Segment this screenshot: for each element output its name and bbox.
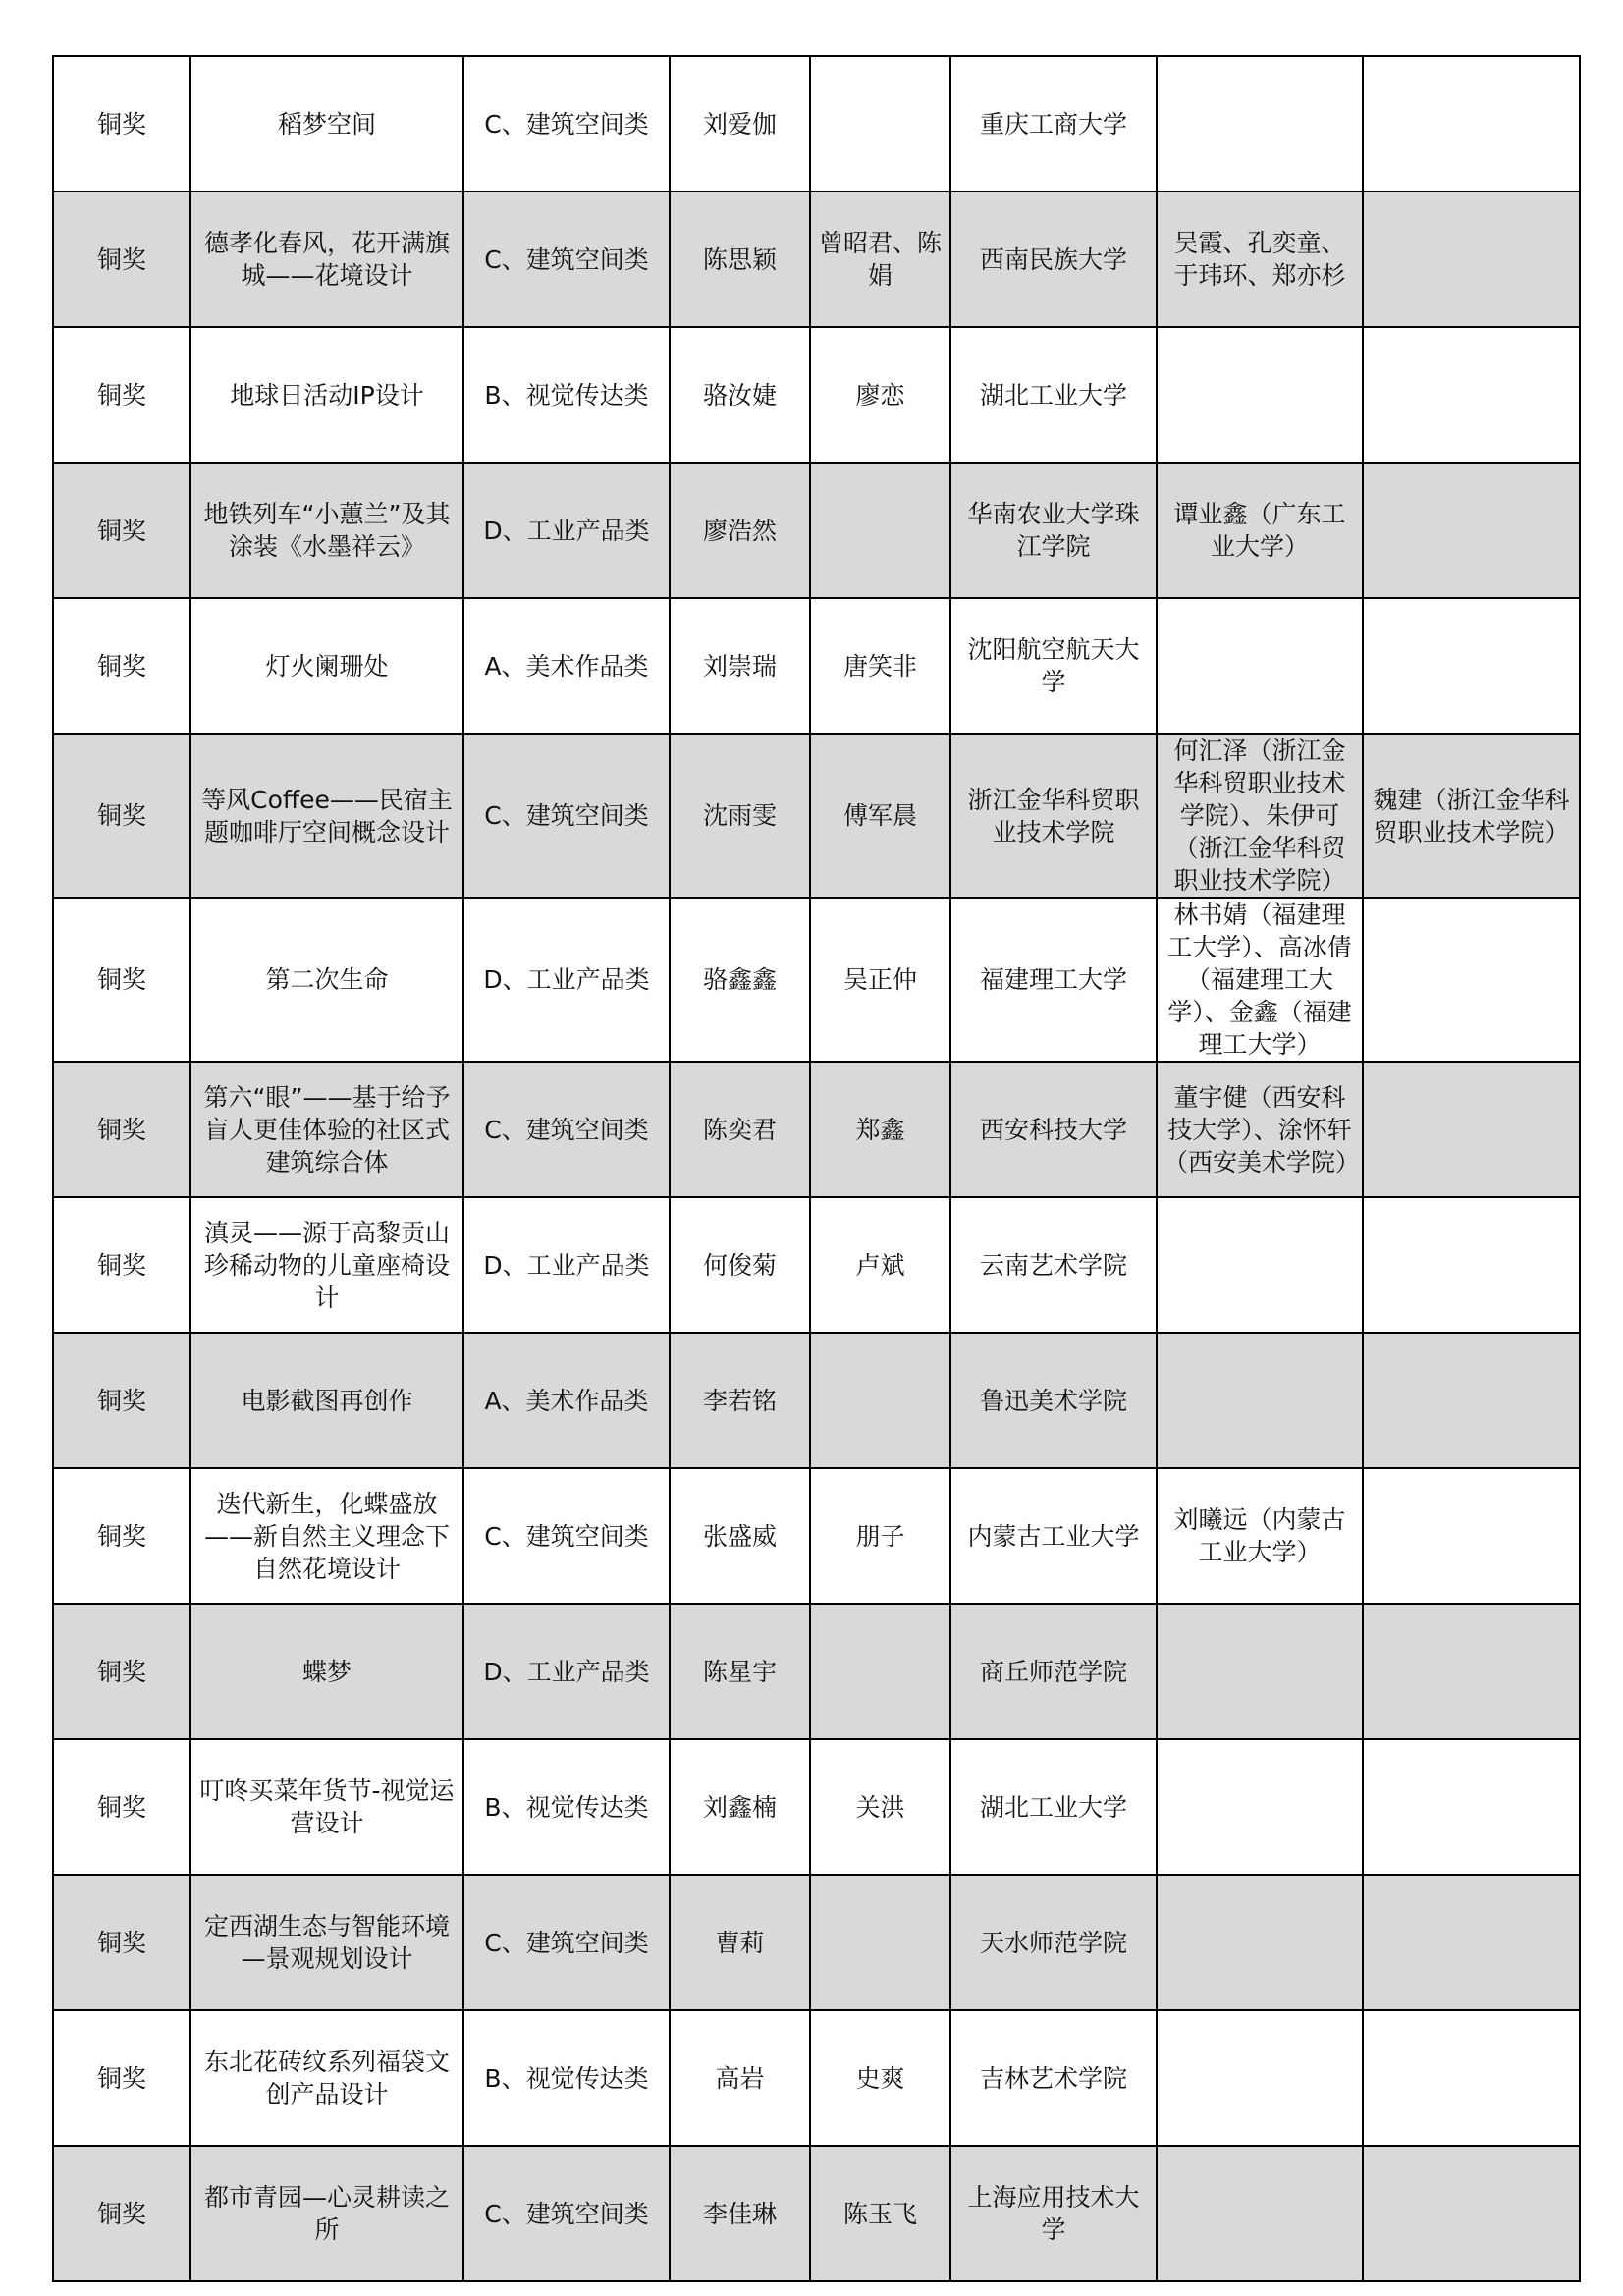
title-cell: 蝶梦 (190, 1604, 463, 1739)
school-cell: 湖北工业大学 (950, 327, 1157, 463)
award-cell: 铜奖 (53, 2010, 190, 2146)
table-row (53, 1062, 1580, 1197)
school-cell: 沈阳航空航天大学 (950, 598, 1157, 734)
mentor-cell (1157, 56, 1363, 191)
mentor-cell (1157, 598, 1363, 734)
award-cell: 铜奖 (53, 1604, 190, 1739)
mentor2-cell (1363, 2010, 1580, 2146)
school-cell: 云南艺术学院 (950, 1197, 1157, 1333)
coauthor-cell (810, 1333, 950, 1468)
category-cell: A、美术作品类 (463, 598, 670, 734)
author-cell: 沈雨雯 (670, 734, 810, 898)
title-cell: 都市青园—心灵耕读之所 (190, 2146, 463, 2281)
table-row (53, 191, 1580, 327)
title-cell: 滇灵——源于高黎贡山珍稀动物的儿童座椅设计 (190, 1197, 463, 1333)
mentor2-cell (1363, 1739, 1580, 1875)
coauthor-cell: 廖恋 (810, 327, 950, 463)
mentor-cell: 何汇泽（浙江金华科贸职业技术学院）、朱伊可（浙江金华科贸职业技术学院） (1157, 734, 1363, 898)
author-cell: 陈星宇 (670, 1604, 810, 1739)
school-cell: 鲁迅美术学院 (950, 1333, 1157, 1468)
school-cell: 天水师范学院 (950, 1875, 1157, 2010)
mentor2-cell (1363, 1468, 1580, 1604)
category-cell: B、视觉传达类 (463, 1739, 670, 1875)
title-cell: 地球日活动IP设计 (190, 327, 463, 463)
author-cell: 刘爱伽 (670, 56, 810, 191)
mentor2-cell (1363, 598, 1580, 734)
title-cell: 第二次生命 (190, 898, 463, 1062)
mentor-cell (1157, 1197, 1363, 1333)
table-row (53, 734, 1580, 898)
coauthor-cell: 曾昭君、陈娟 (810, 191, 950, 327)
coauthor-cell (810, 1604, 950, 1739)
category-cell: C、建筑空间类 (463, 1875, 670, 2010)
title-cell: 地铁列车“小蕙兰”及其涂装《水墨祥云》 (190, 463, 463, 598)
author-cell: 刘崇瑞 (670, 598, 810, 734)
mentor-cell (1157, 1604, 1363, 1739)
mentor-cell (1157, 2146, 1363, 2281)
coauthor-cell (810, 1875, 950, 2010)
coauthor-cell: 史爽 (810, 2010, 950, 2146)
coauthor-cell: 卢斌 (810, 1197, 950, 1333)
table-row (53, 2010, 1580, 2146)
school-cell: 西南民族大学 (950, 191, 1157, 327)
category-cell: D、工业产品类 (463, 463, 670, 598)
table-row (53, 898, 1580, 1062)
award-cell: 铜奖 (53, 734, 190, 898)
mentor-cell: 刘曦远（内蒙古工业大学） (1157, 1468, 1363, 1604)
table-row (53, 2146, 1580, 2281)
mentor2-cell (1363, 1197, 1580, 1333)
category-cell: C、建筑空间类 (463, 56, 670, 191)
author-cell: 李若铭 (670, 1333, 810, 1468)
table-row (53, 56, 1580, 191)
award-cell: 铜奖 (53, 463, 190, 598)
school-cell: 华南农业大学珠江学院 (950, 463, 1157, 598)
school-cell: 重庆工商大学 (950, 56, 1157, 191)
award-cell: 铜奖 (53, 1875, 190, 2010)
mentor2-cell: 魏建（浙江金华科贸职业技术学院） (1363, 734, 1580, 898)
category-cell: C、建筑空间类 (463, 2146, 670, 2281)
author-cell: 何俊菊 (670, 1197, 810, 1333)
coauthor-cell: 吴正仲 (810, 898, 950, 1062)
school-cell: 福建理工大学 (950, 898, 1157, 1062)
title-cell: 等风Coffee——民宿主题咖啡厅空间概念设计 (190, 734, 463, 898)
award-cell: 铜奖 (53, 1333, 190, 1468)
category-cell: B、视觉传达类 (463, 2010, 670, 2146)
award-cell: 铜奖 (53, 1197, 190, 1333)
mentor2-cell (1363, 327, 1580, 463)
coauthor-cell: 陈玉飞 (810, 2146, 950, 2281)
category-cell: C、建筑空间类 (463, 191, 670, 327)
title-cell: 叮咚买菜年货节-视觉运营设计 (190, 1739, 463, 1875)
table-row (53, 1468, 1580, 1604)
mentor2-cell (1363, 1875, 1580, 2010)
award-cell: 铜奖 (53, 1062, 190, 1197)
school-cell: 西安科技大学 (950, 1062, 1157, 1197)
mentor2-cell (1363, 1333, 1580, 1468)
award-cell: 铜奖 (53, 191, 190, 327)
award-cell: 铜奖 (53, 1739, 190, 1875)
category-cell: D、工业产品类 (463, 1604, 670, 1739)
category-cell: B、视觉传达类 (463, 327, 670, 463)
school-cell: 商丘师范学院 (950, 1604, 1157, 1739)
mentor2-cell (1363, 1062, 1580, 1197)
table-row (53, 1739, 1580, 1875)
mentor-cell: 董宇健（西安科技大学）、涂怀轩（西安美术学院） (1157, 1062, 1363, 1197)
category-cell: A、美术作品类 (463, 1333, 670, 1468)
coauthor-cell (810, 463, 950, 598)
awards-table-body (53, 56, 1580, 2281)
table-row (53, 1197, 1580, 1333)
title-cell: 定西湖生态与智能环境—景观规划设计 (190, 1875, 463, 2010)
school-cell: 湖北工业大学 (950, 1739, 1157, 1875)
author-cell: 廖浩然 (670, 463, 810, 598)
title-cell: 德孝化春风，花开满旗城——花境设计 (190, 191, 463, 327)
category-cell: C、建筑空间类 (463, 734, 670, 898)
table-row (53, 1875, 1580, 2010)
author-cell: 骆汝婕 (670, 327, 810, 463)
title-cell: 稻梦空间 (190, 56, 463, 191)
award-cell: 铜奖 (53, 898, 190, 1062)
table-row (53, 598, 1580, 734)
school-cell: 上海应用技术大学 (950, 2146, 1157, 2281)
mentor-cell (1157, 2010, 1363, 2146)
title-cell: 电影截图再创作 (190, 1333, 463, 1468)
table-row (53, 1604, 1580, 1739)
award-cell: 铜奖 (53, 598, 190, 734)
table-row (53, 463, 1580, 598)
award-cell: 铜奖 (53, 56, 190, 191)
author-cell: 刘鑫楠 (670, 1739, 810, 1875)
table-row (53, 1333, 1580, 1468)
coauthor-cell (810, 56, 950, 191)
title-cell: 迭代新生，化蝶盛放——新自然主义理念下自然花境设计 (190, 1468, 463, 1604)
author-cell: 李佳琳 (670, 2146, 810, 2281)
mentor2-cell (1363, 56, 1580, 191)
category-cell: C、建筑空间类 (463, 1468, 670, 1604)
mentor2-cell (1363, 1604, 1580, 1739)
coauthor-cell: 唐笑非 (810, 598, 950, 734)
author-cell: 陈思颖 (670, 191, 810, 327)
author-cell: 张盛威 (670, 1468, 810, 1604)
author-cell: 曹莉 (670, 1875, 810, 2010)
title-cell: 第六“眼”——基于给予盲人更佳体验的社区式建筑综合体 (190, 1062, 463, 1197)
school-cell: 浙江金华科贸职业技术学院 (950, 734, 1157, 898)
mentor2-cell (1363, 191, 1580, 327)
school-cell: 吉林艺术学院 (950, 2010, 1157, 2146)
mentor2-cell (1363, 2146, 1580, 2281)
title-cell: 灯火阑珊处 (190, 598, 463, 734)
mentor2-cell (1363, 463, 1580, 598)
mentor-cell (1157, 327, 1363, 463)
category-cell: D、工业产品类 (463, 898, 670, 1062)
author-cell: 陈奕君 (670, 1062, 810, 1197)
award-cell: 铜奖 (53, 327, 190, 463)
awards-table (52, 55, 1581, 2282)
coauthor-cell: 郑鑫 (810, 1062, 950, 1197)
mentor-cell: 吴霞、孔奕童、于玮环、郑亦杉 (1157, 191, 1363, 327)
mentor2-cell (1363, 898, 1580, 1062)
school-cell: 内蒙古工业大学 (950, 1468, 1157, 1604)
coauthor-cell: 朋子 (810, 1468, 950, 1604)
author-cell: 高岩 (670, 2010, 810, 2146)
category-cell: D、工业产品类 (463, 1197, 670, 1333)
mentor-cell (1157, 1875, 1363, 2010)
table-row (53, 327, 1580, 463)
coauthor-cell: 傅军晨 (810, 734, 950, 898)
award-cell: 铜奖 (53, 2146, 190, 2281)
award-cell: 铜奖 (53, 1468, 190, 1604)
coauthor-cell: 关洪 (810, 1739, 950, 1875)
mentor-cell (1157, 1739, 1363, 1875)
category-cell: C、建筑空间类 (463, 1062, 670, 1197)
mentor-cell: 谭业鑫（广东工业大学） (1157, 463, 1363, 598)
title-cell: 东北花砖纹系列福袋文创产品设计 (190, 2010, 463, 2146)
mentor-cell (1157, 1333, 1363, 1468)
author-cell: 骆鑫鑫 (670, 898, 810, 1062)
mentor-cell: 林书婧（福建理工大学）、高冰倩（福建理工大学）、金鑫（福建理工大学） (1157, 898, 1363, 1062)
